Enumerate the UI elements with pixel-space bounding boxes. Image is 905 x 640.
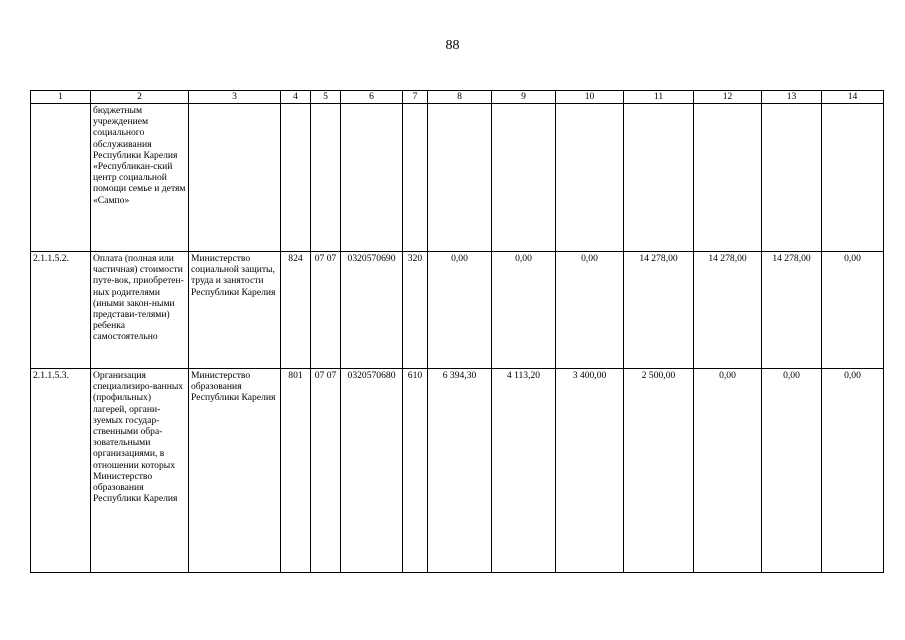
column-header: 11 <box>624 91 694 104</box>
column-header: 7 <box>403 91 428 104</box>
row-col9: 4 113,20 <box>492 369 556 573</box>
row-col12 <box>694 104 762 252</box>
row-col10 <box>556 104 624 252</box>
row-col11: 2 500,00 <box>624 369 694 573</box>
row-col11 <box>624 104 694 252</box>
column-header: 4 <box>281 91 311 104</box>
row-description: Оплата (полная или частичная) стоимости путе-вок, приобретен-ных родителями (иными закон-ными представи-телями) ребенка самостоятельно <box>91 252 189 369</box>
row-col5 <box>311 104 341 252</box>
column-header: 13 <box>762 91 822 104</box>
row-col13 <box>762 104 822 252</box>
budget-table <box>30 90 884 573</box>
column-header: 5 <box>311 91 341 104</box>
table-row <box>31 369 884 573</box>
row-col5: 07 07 <box>311 252 341 369</box>
row-code: 2.1.1.5.2. <box>31 252 91 369</box>
row-col10: 3 400,00 <box>556 369 624 573</box>
row-code <box>31 104 91 252</box>
row-col4: 824 <box>281 252 311 369</box>
column-header: 3 <box>189 91 281 104</box>
column-header: 6 <box>341 91 403 104</box>
header-row <box>31 91 884 104</box>
row-description: Организация специализиро-ванных (профильных) лагерей, органи-зуемых государ-ственными обра-зовательными организациями, в отношении которых Министерство образования Республики Карелия <box>91 369 189 573</box>
row-col7: 610 <box>403 369 428 573</box>
row-col14: 0,00 <box>822 369 884 573</box>
column-header: 8 <box>428 91 492 104</box>
row-ministry <box>189 104 281 252</box>
row-col8 <box>428 104 492 252</box>
row-col13: 0,00 <box>762 369 822 573</box>
column-header: 9 <box>492 91 556 104</box>
column-header: 14 <box>822 91 884 104</box>
column-header: 10 <box>556 91 624 104</box>
row-col6: 0320570690 <box>341 252 403 369</box>
row-col10: 0,00 <box>556 252 624 369</box>
row-col6 <box>341 104 403 252</box>
column-header: 1 <box>31 91 91 104</box>
row-col8: 6 394,30 <box>428 369 492 573</box>
table-row <box>31 252 884 369</box>
row-col6: 0320570680 <box>341 369 403 573</box>
row-col8: 0,00 <box>428 252 492 369</box>
row-col12: 14 278,00 <box>694 252 762 369</box>
row-col14 <box>822 104 884 252</box>
column-header: 12 <box>694 91 762 104</box>
row-col4 <box>281 104 311 252</box>
column-header: 2 <box>91 91 189 104</box>
row-col7: 320 <box>403 252 428 369</box>
row-col11: 14 278,00 <box>624 252 694 369</box>
row-ministry: Министерство образования Республики Карелия <box>189 369 281 573</box>
row-col9: 0,00 <box>492 252 556 369</box>
page-number: 88 <box>445 38 460 53</box>
table-row <box>31 104 884 252</box>
row-col7 <box>403 104 428 252</box>
row-col5: 07 07 <box>311 369 341 573</box>
row-col14: 0,00 <box>822 252 884 369</box>
row-col12: 0,00 <box>694 369 762 573</box>
row-ministry: Министерство социальной защиты, труда и занятости Республики Карелия <box>189 252 281 369</box>
row-description: бюджетным учреждением социального обслуживания Республики Карелия «Республикан-ский центр социальной помощи семье и детям «Сампо» <box>91 104 189 252</box>
row-col9 <box>492 104 556 252</box>
row-col13: 14 278,00 <box>762 252 822 369</box>
row-code: 2.1.1.5.3. <box>31 369 91 573</box>
row-col4: 801 <box>281 369 311 573</box>
